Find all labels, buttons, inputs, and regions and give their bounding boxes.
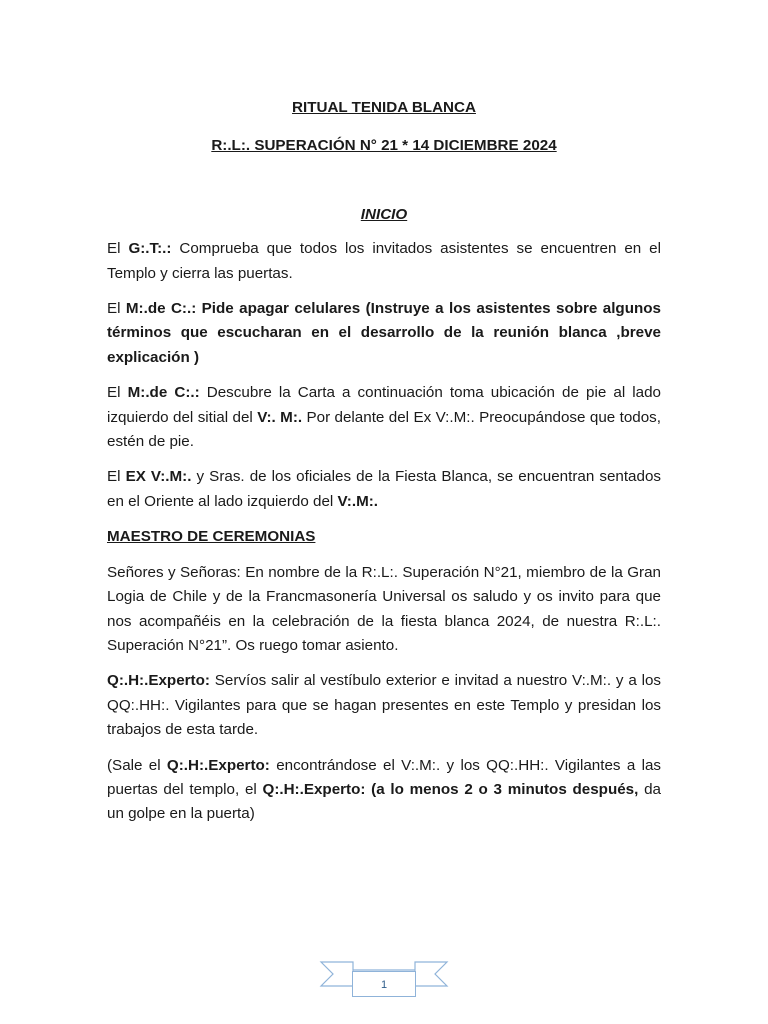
- paragraph-mdc-celulares: [107, 297, 661, 370]
- bold-run: Q:.H:.Experto:: [107, 672, 210, 690]
- paragraph-experto: [107, 669, 661, 742]
- section-heading-inicio: INICIO: [360, 205, 408, 223]
- text-run: El: [107, 384, 128, 402]
- section-heading-maestro: MAESTRO DE CEREMONIAS: [107, 528, 316, 546]
- text-run: encontrándose el V:.M:. y los QQ:.HH:. Vigilantes a las puertas del templo, el: [107, 756, 662, 798]
- document-subtitle: R:.L:. SUPERACIÓN N° 21 * 14 DICIEMBRE 2024: [211, 137, 557, 155]
- bold-run: V:.M:.: [337, 492, 378, 510]
- text-run: da un golpe en la puerta): [107, 780, 661, 823]
- paragraph-sale-experto: [107, 754, 661, 827]
- bold-run: Q:.H:.Experto:: [166, 756, 270, 774]
- text-run: Servíos salir al vestíbulo exterior e invitad a nuestro V:.M:. y a los QQ:.HH:. Vigilantes para que se hagan presentes en este Templo y presidan los trabajos de esta tarde.: [107, 672, 661, 739]
- bold-run: M:.de C:.:: [127, 384, 200, 402]
- document-title: RITUAL TENIDA BLANCA: [292, 99, 476, 116]
- bold-run: M:.de C:.: Pide apagar celulares (Instruye a los asistentes sobre algunos términos que escucharan en el desarrollo de la reunión blanca ,breve explicación ): [107, 300, 661, 366]
- document-body: [107, 96, 661, 827]
- text-run: El: [107, 300, 126, 318]
- text-run: El: [107, 240, 129, 258]
- bold-run: G:.T:.:: [128, 240, 172, 258]
- paragraph-gt: [107, 237, 661, 286]
- bold-run: EX V:.M:.: [125, 468, 192, 486]
- page-number: 1: [352, 971, 416, 997]
- paragraph-ex-vm: [107, 465, 661, 514]
- text-run: (Sale el: [107, 756, 167, 774]
- bold-run: Q:.H:.Experto: (a lo menos 2 o 3 minutos después,: [262, 780, 639, 798]
- text-run: y Sras. de los oficiales de la Fiesta Blanca, se encuentran sentados en el Oriente al lado izquierdo del: [107, 468, 661, 510]
- paragraph-mdc-carta: [107, 381, 661, 454]
- paragraph-saludo: Señores y Señoras: En nombre de la R:.L:. Superación N°21, miembro de la Gran Logia de Chile y de la Francmasonería Universal os saludo y os invito para que nos acompañéis en la celebración de la fiesta blanca 2024, de nuestra R:.L:. Superación N°21”. Os ruego tomar asiento.: [107, 563, 661, 654]
- bold-run: V:. M:.: [257, 408, 303, 426]
- text-run: Por delante del Ex V:.M:. Preocupándose que todos, estén de pie.: [107, 408, 661, 451]
- text-run: Descubre la Carta a continuación toma ubicación de pie al lado izquierdo del sitial del: [107, 384, 661, 426]
- text-run: El: [107, 468, 126, 486]
- text-run: Comprueba que todos los invitados asistentes se encuentren en el Templo y cierra las puertas.: [107, 240, 661, 282]
